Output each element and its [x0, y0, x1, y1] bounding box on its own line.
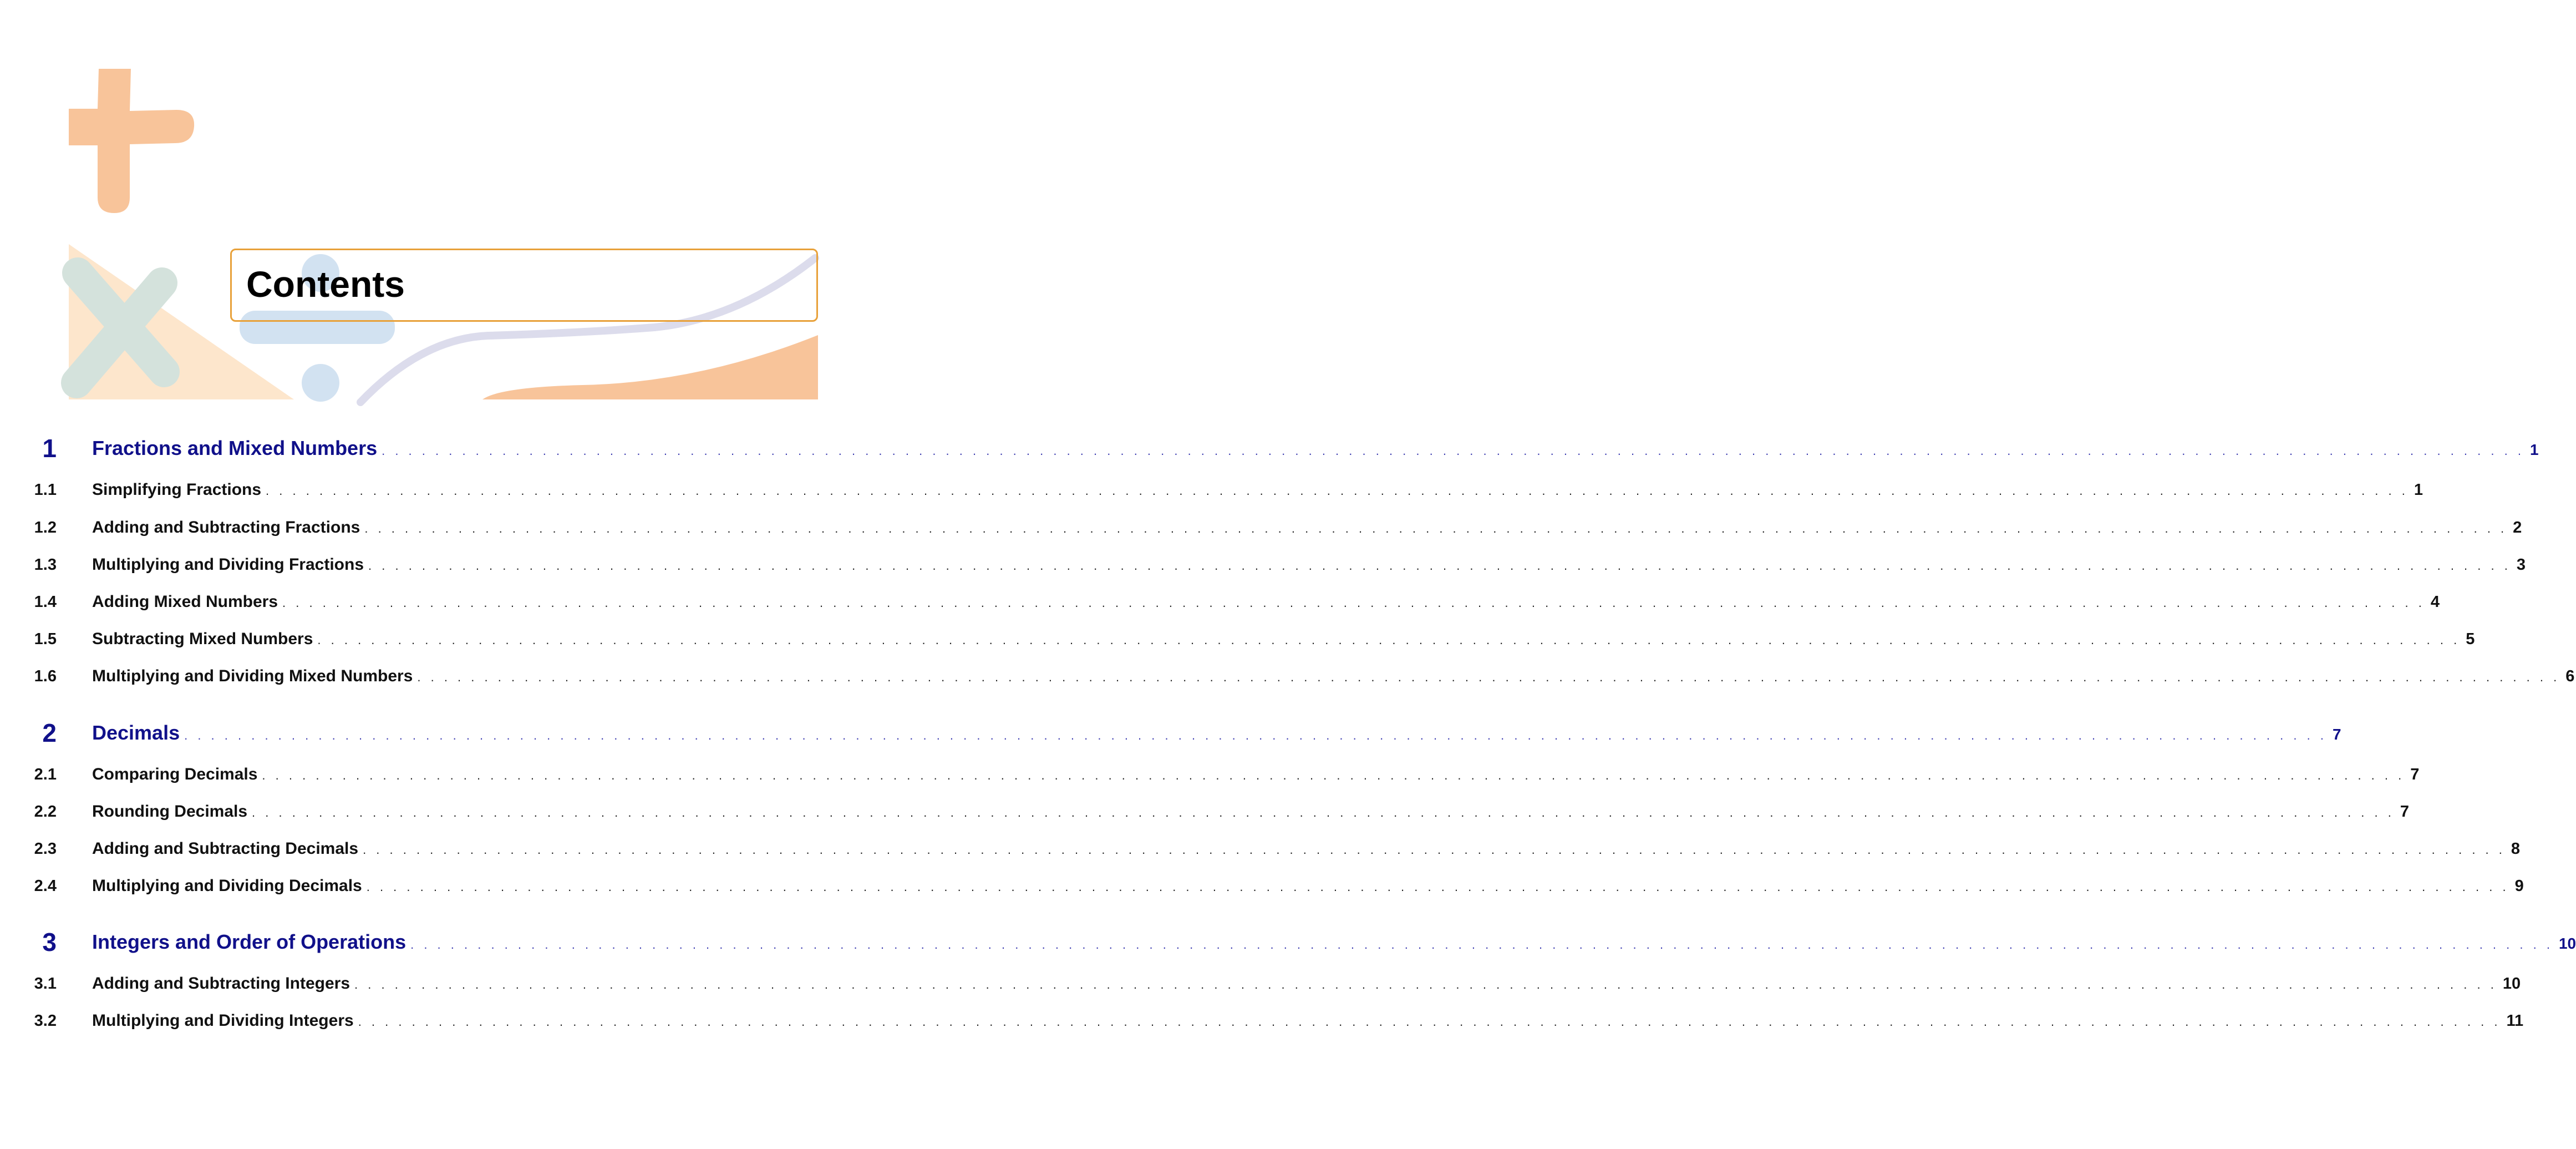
toc-entry-leader-line [92, 872, 2524, 901]
dot-leader: . . . . . . . . . . . . . . . . . . . . . . . . . . . . . . . . . . . . . . . . . . . . . . . . . . . . . . . . . . . . . . . . . . . . . . . . . . . . . . . . . . . . . . . . . . . . . . . . . . . . . . . . . . . . . . . . . . . . . . . . . . . . . . . . . . . . . . . . . . . . . . . . . . . . . . . . . . . . . . . . [410, 938, 2553, 951]
toc-entry-number: 2.3 [34, 840, 57, 858]
toc-entry-title: Fractions and Mixed Numbers [92, 437, 378, 459]
toc-entry-title: Subtracting Mixed Numbers [92, 630, 313, 648]
toc-entry-page: 7 [2400, 803, 2410, 821]
toc-entry-number: 2.1 [34, 766, 57, 783]
contents-title-box [230, 249, 818, 322]
toc-entry-title: Multiplying and Dividing Mixed Numbers [92, 667, 413, 685]
toc-entry-title: Integers and Order of Operations [92, 930, 407, 953]
toc-entry-number: 3.2 [34, 1012, 57, 1030]
toc-entry-page: 8 [2511, 840, 2521, 858]
dot-leader: . . . . . . . . . . . . . . . . . . . . . . . . . . . . . . . . . . . . . . . . . . . . . . . . . . . . . . . . . . . . . . . . . . . . . . . . . . . . . . . . . . . . . . . . . . . . . . . . . . . . . . . . . . . . . . . . . . . . . . . . . . . . . . . . . . . . . . . . . . . . . . . . . . . . . . . . . . . . . . . . [364, 522, 2508, 535]
toc-entry-number: 1.2 [34, 519, 57, 536]
toc-entry-page: 9 [2514, 877, 2524, 895]
toc-entry-page: 11 [2506, 1012, 2524, 1030]
dot-leader: . . . . . . . . . . . . . . . . . . . . . . . . . . . . . . . . . . . . . . . . . . . . . . . . . . . . . . . . . . . . . . . . . . . . . . . . . . . . . . . . . . . . . . . . . . . . . . . . . . . . . . . . . . . . . . . . . . . . . . . . . . . . . . . . . . . . . . . . . . . . . . . . . . . . . . . . . . . . . . . . [262, 768, 2405, 782]
plus-icon [69, 69, 194, 213]
toc-section-entry[interactable] [0, 625, 2475, 653]
toc-entry-title: Simplifying Fractions [92, 480, 262, 499]
toc-entry-number: 3 [42, 928, 57, 956]
hill-shape [482, 335, 818, 399]
toc-entry-page: 5 [2466, 630, 2475, 648]
toc-entry-page: 7 [2332, 726, 2341, 743]
toc-entry-page: 10 [2558, 935, 2576, 952]
toc-entry-number: 1 [42, 434, 57, 463]
toc-entry-leader-line [92, 551, 2526, 580]
toc-entry-title: Decimals [92, 721, 180, 744]
toc-entry-number: 2 [42, 718, 57, 747]
toc-section-entry[interactable] [0, 588, 2440, 616]
toc-entry-leader-line [92, 434, 2539, 465]
toc-chapter-entry[interactable] [0, 718, 2341, 747]
dot-leader: . . . . . . . . . . . . . . . . . . . . . . . . . . . . . . . . . . . . . . . . . . . . . . . . . . . . . . . . . . . . . . . . . . . . . . . . . . . . . . . . . . . . . . . . . . . . . . . . . . . . . . . . . . . . . . . . . . . . . . . . . . . . . . . . . . . . . . . . . . . . . . . . . . . . . . . . . . . . . . . . [252, 806, 2395, 819]
toc-entry-number: 2.2 [34, 803, 57, 821]
toc-section-entry[interactable] [0, 798, 2410, 826]
toc-entry-leader-line [92, 514, 2522, 543]
toc-section-entry[interactable] [0, 835, 2521, 863]
dot-leader: . . . . . . . . . . . . . . . . . . . . . . . . . . . . . . . . . . . . . . . . . . . . . . . . . . . . . . . . . . . . . . . . . . . . . . . . . . . . . . . . . . . . . . . . . . . . . . . . . . . . . . . . . . . . . . . . . . . . . . . . . . . . . . . . . . . . . . . . . . . . . . . . . . . . . . . . . . . . . . . . [366, 880, 2509, 894]
dot-leader: . . . . . . . . . . . . . . . . . . . . . . . . . . . . . . . . . . . . . . . . . . . . . . . . . . . . . . . . . . . . . . . . . . . . . . . . . . . . . . . . . . . . . . . . . . . . . . . . . . . . . . . . . . . . . . . . . . . . . . . . . . . . . . . . . . . . . . . . . . . . . . . . . . . . . . . . . . . . . . . . [354, 978, 2497, 991]
toc-entry-title: Comparing Decimals [92, 765, 258, 783]
toc-entry-page: 4 [2430, 593, 2440, 611]
toc-entry-number: 1.5 [34, 630, 57, 648]
toc-section-entry[interactable] [0, 1007, 2524, 1035]
page-title: Contents [246, 264, 405, 305]
toc-entry-title: Multiplying and Dividing Integers [92, 1011, 354, 1030]
toc-entry-leader-line [92, 835, 2521, 864]
toc-entry-page: 10 [2502, 975, 2521, 993]
dot-leader: . . . . . . . . . . . . . . . . . . . . . . . . . . . . . . . . . . . . . . . . . . . . . . . . . . . . . . . . . . . . . . . . . . . . . . . . . . . . . . . . . . . . . . . . . . . . . . . . . . . . . . . . . . . . . . . . . . . . . . . . . . . . . . . . . . . . . . . . . . . . . . . . . . . . . . . . . . . . . . . . [368, 559, 2511, 573]
toc-entry-leader-line [92, 625, 2475, 654]
toc-section-entry[interactable] [0, 662, 2575, 690]
toc-section-entry[interactable] [0, 970, 2521, 998]
toc-entry-page: 3 [2516, 556, 2526, 574]
toc-entry-number: 2.4 [34, 877, 57, 895]
dot-leader: . . . . . . . . . . . . . . . . . . . . . . . . . . . . . . . . . . . . . . . . . . . . . . . . . . . . . . . . . . . . . . . . . . . . . . . . . . . . . . . . . . . . . . . . . . . . . . . . . . . . . . . . . . . . . . . . . . . . . . . . . . . . . . . . . . . . . . . . . . . . . . . . . . . . . . . . . . . . . . . . [417, 670, 2560, 684]
toc-section-entry[interactable] [0, 872, 2524, 900]
dot-leader: . . . . . . . . . . . . . . . . . . . . . . . . . . . . . . . . . . . . . . . . . . . . . . . . . . . . . . . . . . . . . . . . . . . . . . . . . . . . . . . . . . . . . . . . . . . . . . . . . . . . . . . . . . . . . . . . . . . . . . . . . . . . . . . . . . . . . . . . . . . . . . . . . . . . . . . . . . . . . . . . [382, 444, 2524, 458]
toc-entry-leader-line [92, 476, 2423, 505]
toc-entry-number: 1.6 [34, 667, 57, 685]
toc-entry-page: 1 [2414, 481, 2423, 499]
banner-artwork [0, 0, 887, 411]
dot-leader: . . . . . . . . . . . . . . . . . . . . . . . . . . . . . . . . . . . . . . . . . . . . . . . . . . . . . . . . . . . . . . . . . . . . . . . . . . . . . . . . . . . . . . . . . . . . . . . . . . . . . . . . . . . . . . . . . . . . . . . . . . . . . . . . . . . . . . . . . . . . . . . . . . . . . . . . . . . . . . . . [266, 484, 2409, 498]
toc-entry-leader-line [92, 970, 2521, 999]
toc-section-entry[interactable] [0, 476, 2423, 504]
toc-section-entry[interactable] [0, 514, 2522, 541]
toc-entry-leader-line [92, 719, 2341, 750]
toc-entry-leader-line [92, 588, 2440, 617]
toc-entry-title: Multiplying and Dividing Fractions [92, 555, 364, 574]
toc-entry-title: Rounding Decimals [92, 802, 248, 821]
toc-entry-title: Adding and Subtracting Decimals [92, 839, 359, 858]
toc-entry-page: 7 [2410, 766, 2420, 783]
toc-entry-leader-line [92, 798, 2410, 827]
toc-entry-leader-line [92, 761, 2420, 789]
toc-entry-title: Adding and Subtracting Fractions [92, 518, 360, 536]
dot-leader: . . . . . . . . . . . . . . . . . . . . . . . . . . . . . . . . . . . . . . . . . . . . . . . . . . . . . . . . . . . . . . . . . . . . . . . . . . . . . . . . . . . . . . . . . . . . . . . . . . . . . . . . . . . . . . . . . . . . . . . . . . . . . . . . . . . . . . . . . . . . . . . . . . . . . . . . . . . . . . . . [184, 728, 2327, 742]
dot-leader: . . . . . . . . . . . . . . . . . . . . . . . . . . . . . . . . . . . . . . . . . . . . . . . . . . . . . . . . . . . . . . . . . . . . . . . . . . . . . . . . . . . . . . . . . . . . . . . . . . . . . . . . . . . . . . . . . . . . . . . . . . . . . . . . . . . . . . . . . . . . . . . . . . . . . . . . . . . . . . . . [317, 633, 2461, 647]
toc-entry-leader-line [92, 662, 2575, 691]
toc-entry-number: 1.3 [34, 556, 57, 574]
toc-chapter-entry[interactable] [0, 928, 2576, 956]
toc-entry-title: Adding and Subtracting Integers [92, 974, 350, 993]
toc-section-entry[interactable] [0, 551, 2526, 579]
toc-entry-page: 2 [2513, 519, 2522, 536]
toc-section-entry[interactable] [0, 761, 2420, 788]
toc-entry-leader-line [92, 928, 2576, 959]
toc-entry-leader-line [92, 1007, 2524, 1036]
dot-leader: . . . . . . . . . . . . . . . . . . . . . . . . . . . . . . . . . . . . . . . . . . . . . . . . . . . . . . . . . . . . . . . . . . . . . . . . . . . . . . . . . . . . . . . . . . . . . . . . . . . . . . . . . . . . . . . . . . . . . . . . . . . . . . . . . . . . . . . . . . . . . . . . . . . . . . . . . . . . . . . . [363, 843, 2506, 857]
toc-entry-number: 1.1 [34, 481, 57, 499]
toc-entry-number: 3.1 [34, 975, 57, 993]
toc-entry-number: 1.4 [34, 593, 57, 611]
dot-leader: . . . . . . . . . . . . . . . . . . . . . . . . . . . . . . . . . . . . . . . . . . . . . . . . . . . . . . . . . . . . . . . . . . . . . . . . . . . . . . . . . . . . . . . . . . . . . . . . . . . . . . . . . . . . . . . . . . . . . . . . . . . . . . . . . . . . . . . . . . . . . . . . . . . . . . . . . . . . . . . . [358, 1015, 2501, 1029]
dot-leader: . . . . . . . . . . . . . . . . . . . . . . . . . . . . . . . . . . . . . . . . . . . . . . . . . . . . . . . . . . . . . . . . . . . . . . . . . . . . . . . . . . . . . . . . . . . . . . . . . . . . . . . . . . . . . . . . . . . . . . . . . . . . . . . . . . . . . . . . . . . . . . . . . . . . . . . . . . . . . . . . [282, 596, 2425, 610]
toc-chapter-entry[interactable] [0, 434, 2539, 463]
toc-entry-page: 1 [2529, 441, 2539, 458]
toc-entry-title: Adding Mixed Numbers [92, 593, 278, 611]
toc-entry-title: Multiplying and Dividing Decimals [92, 877, 362, 895]
toc-entry-page: 6 [2565, 667, 2575, 685]
